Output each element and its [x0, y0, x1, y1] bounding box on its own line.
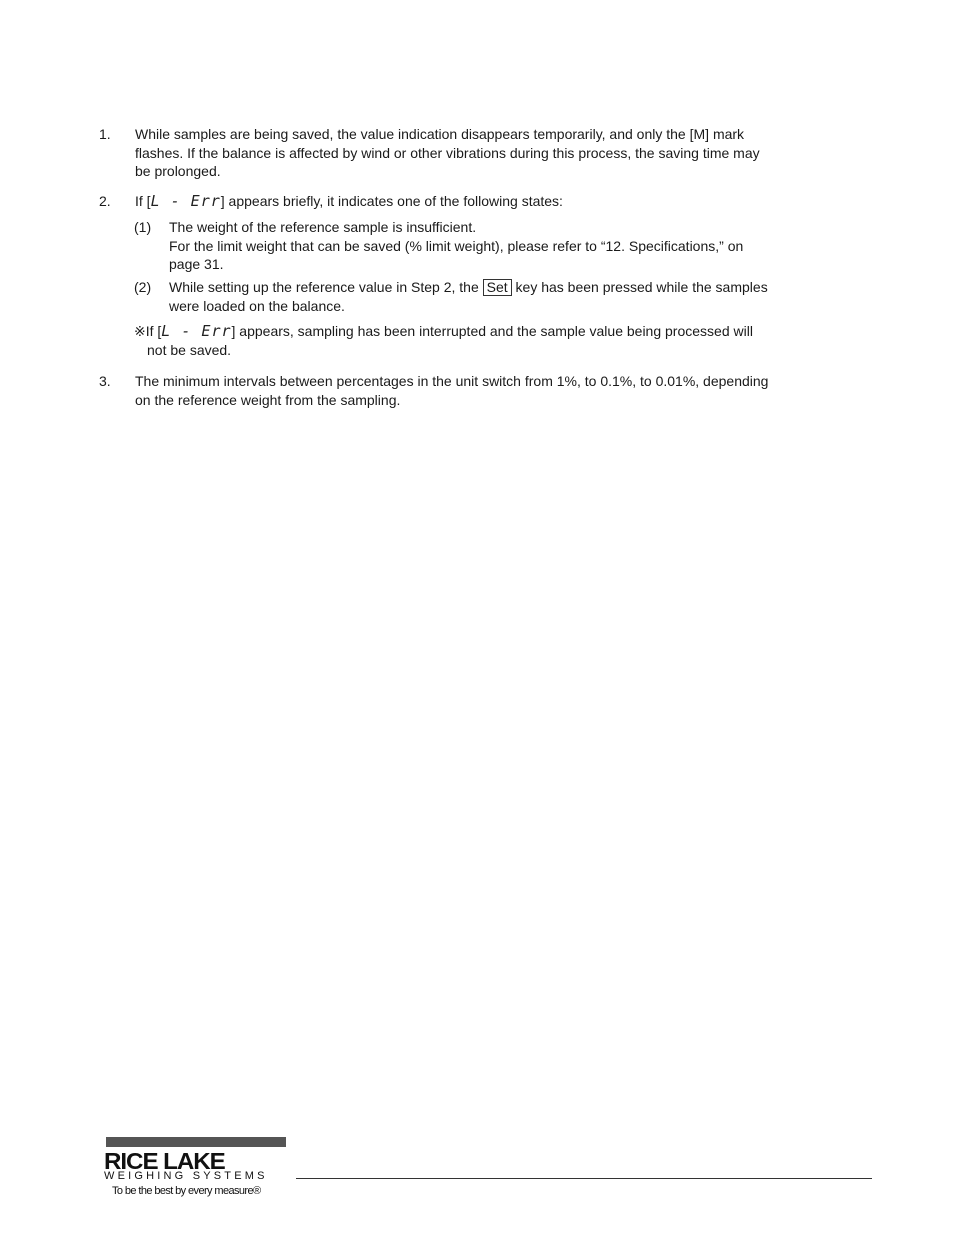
- logo-bar: [106, 1137, 286, 1147]
- sub-line-2: For the limit weight that can be saved (% limit weight), please refer to “12. Specifications,” on page 31.: [169, 237, 744, 272]
- set-key-label: Set: [483, 279, 512, 296]
- text-after: key has been pressed while the samples were loaded on the balance.: [169, 279, 768, 314]
- sub-item-1: [134, 218, 774, 274]
- error-display-code: L - Err: [161, 322, 232, 340]
- list-item-2: [99, 192, 779, 211]
- list-text: The minimum intervals between percentages in the unit switch from 1%, to 0.1%, to 0.01%, depending on the reference weight from the sampling.: [135, 373, 769, 408]
- error-display-code: L - Err: [150, 192, 221, 210]
- footer-rule: [296, 1178, 872, 1179]
- note: [134, 322, 774, 359]
- list-text: [135, 192, 779, 211]
- list-text: While samples are being saved, the value indication disappears temporarily, and only the [M] mark flashes. If the balance is affected by wind or other vibrations during this process, the saving time may be prolonged.: [135, 126, 760, 179]
- rice-lake-logo: [96, 1137, 296, 1207]
- logo-subtitle: WEIGHING SYSTEMS: [104, 1170, 268, 1182]
- list-number: 2.: [99, 193, 111, 209]
- text-before: While setting up the reference value in Step 2, the: [169, 279, 483, 295]
- logo-tagline: To be the best by every measure®: [112, 1185, 261, 1197]
- logo-name: RICE LAKE: [104, 1148, 225, 1174]
- sub-number: (1): [134, 219, 152, 235]
- note-after: ] appears, sampling has been interrupted and the sample value being processed will not be saved.: [147, 323, 753, 358]
- sub-line-1: The weight of the reference sample is insufficient.: [169, 219, 477, 235]
- sub-text: [169, 278, 774, 315]
- sub-number: (2): [134, 279, 152, 295]
- list-number: 1.: [99, 126, 111, 142]
- text-before: If [: [135, 193, 151, 209]
- note-text: [134, 322, 774, 359]
- list-item-3: [99, 372, 779, 409]
- list-item-1: [99, 125, 779, 181]
- sub-text: [169, 218, 774, 274]
- sub-item-2: [134, 278, 774, 315]
- text-after: ] appears briefly, it indicates one of the following states:: [220, 193, 563, 209]
- note-mark: ※If [: [134, 323, 162, 339]
- list-number: 3.: [99, 373, 111, 389]
